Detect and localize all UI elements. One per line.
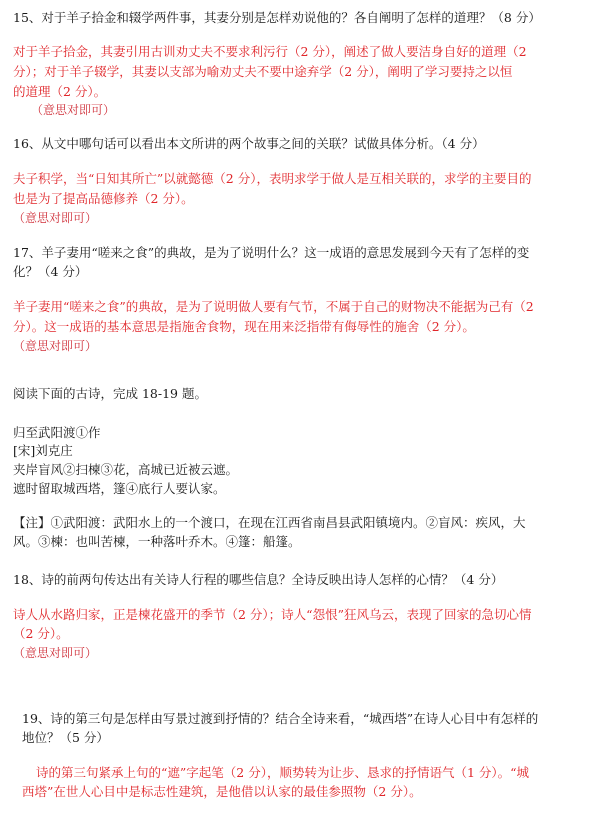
answer-17-line-2: 分）。这一成语的基本意思是指施舍食物，现在用来泛指带有侮辱性的施舍（2 分）。	[13, 319, 475, 334]
answer-17-line-1: 羊子妻用“嗟来之食”的典故，是为了说明做人要有气节，不属于自己的财物决不能据为己有（2	[13, 299, 534, 314]
question-16: 16、从文中哪句话可以看出本文所讲的两个故事之间的关联？试做具体分析。（4 分）	[13, 136, 485, 151]
answer-16-line-2: 也是为了提高品德修养（2 分）。	[13, 191, 194, 206]
question-18: 18、诗的前两句传达出有关诗人行程的哪些信息？全诗反映出诗人怎样的心情？（4 分）	[13, 572, 504, 587]
poem-title: 归至武阳渡①作	[13, 425, 101, 440]
poem-line-1: 夹岸盲风②扫楝③花，高城已近被云遮。	[13, 462, 239, 477]
answer-18-line-1: 诗人从水路归家，正是楝花盛开的季节（2 分）；诗人“怨恨”狂风乌云，表现了回家的急切心情	[13, 607, 532, 622]
answer-18-note: （意思对即可）	[13, 646, 98, 660]
answer-15-line-3: 的道理（2 分）。	[13, 84, 107, 99]
answer-15-note: （意思对即可）	[31, 103, 116, 117]
answer-19-line-1: 诗的第三句紧承上句的“遮”字起笔（2 分），顺势转为让步、恳求的抒情语气（1 分）。“城	[36, 765, 530, 780]
answer-19-line-2: 西塔”在世人心目中是标志性建筑，是他借以认家的最佳参照物（2 分）。	[22, 784, 422, 799]
poem-notes-line-1: 【注】①武阳渡：武阳水上的一个渡口，在现在江西省南昌县武阳镇境内。②盲风：疾风，大	[13, 515, 526, 530]
question-19-line-1: 19、诗的第三句是怎样由写景过渡到抒情的？结合全诗来看，“城西塔”在诗人心目中有怎样的	[22, 711, 539, 726]
question-15: 15、对于羊子拾金和辍学两件事，其妻分别是怎样劝说他的？各自阐明了怎样的道理？（8 分）	[13, 10, 541, 25]
question-17-line-1: 17、羊子妻用“嗟来之食”的典故，是为了说明什么？这一成语的意思发展到今天有了怎样的变	[13, 245, 530, 260]
poem-notes-line-2: 风。③楝：也叫苦楝，一种落叶乔木。④篷：船篷。	[13, 534, 301, 549]
answer-17-note: （意思对即可）	[13, 339, 98, 353]
answer-18-line-2: （2 分）。	[13, 626, 69, 641]
poem-author: [宋]刘克庄	[13, 443, 73, 458]
reading-intro: 阅读下面的古诗，完成 18-19 题。	[13, 386, 207, 401]
answer-15-line-2: 分）；对于羊子辍学，其妻以支部为喻劝丈夫不要中途弃学（2 分），阐明了学习要持之以恒	[13, 64, 513, 79]
answer-16-line-1: 夫子积学，当“日知其所亡”以就懿德（2 分），表明求学于做人是互相关联的，求学的主要目的	[13, 171, 532, 186]
question-19-line-2: 地位？（5 分）	[22, 730, 109, 745]
question-17-line-2: 化？（4 分）	[13, 264, 88, 279]
answer-15-line-1: 对于羊子拾金，其妻引用古训劝丈夫不要求利污行（2 分），阐述了做人要洁身自好的道理（2	[13, 44, 527, 59]
poem-line-2: 遮时留取城西塔，篷④底行人要认家。	[13, 481, 226, 496]
answer-16-note: （意思对即可）	[13, 211, 98, 225]
